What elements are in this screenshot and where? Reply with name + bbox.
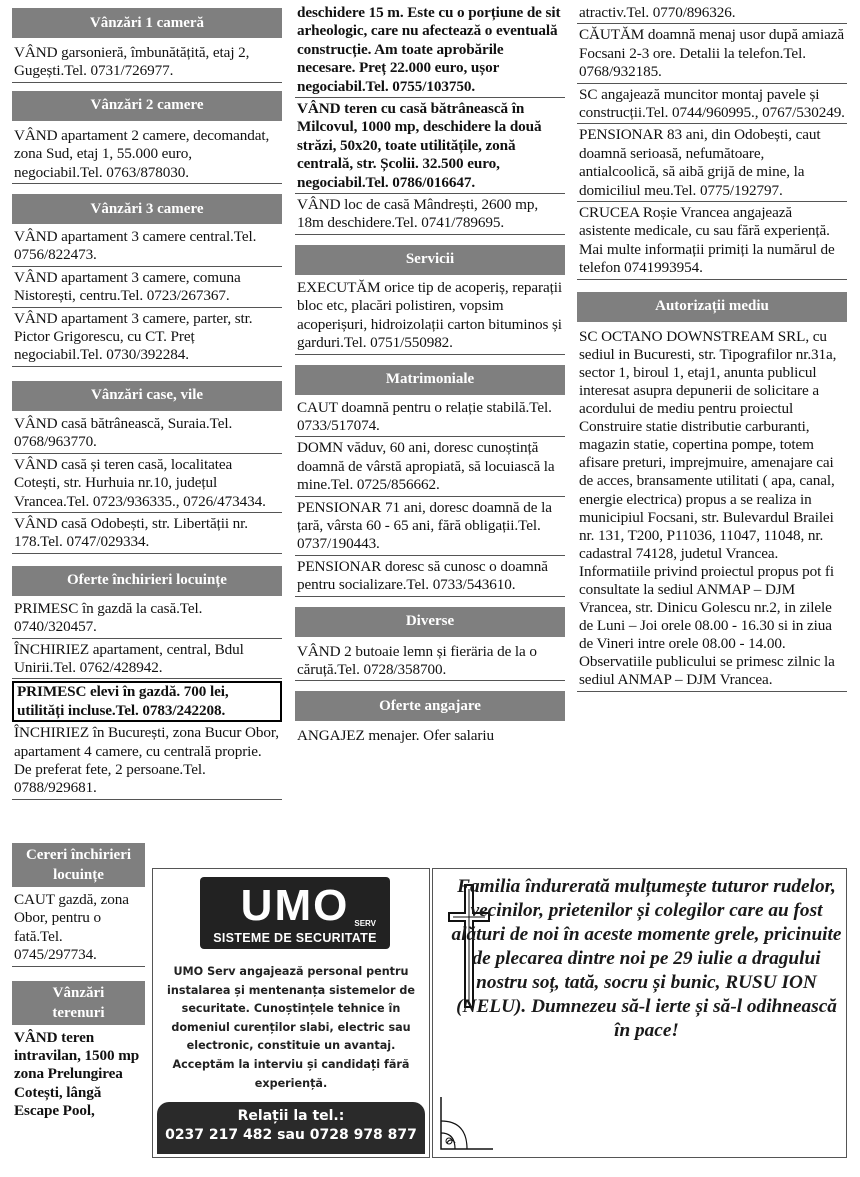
umo-advertisement [152,868,430,1158]
classified-ad: VÂND 2 butoaie lemn și fieräria de la o căruță.Tel. 0728/358700. [295,643,565,682]
ornament-corner-icon [437,1093,497,1153]
section-header-misc: Diverse [295,607,565,637]
umo-contact-box [157,1102,425,1154]
classified-ad: SC OCTANO DOWNSTREAM SRL, cu sediul in Bucuresti, str. Tipografilor nr.31a, sector 1, biroul 1, etaj1, anunta publicul interesat asupra depunerii de solicitare a acordului de mediu pentru proiectul Construire statie distributie carburanti, magazin statie, copertina pompe, totem afisare preturi, imprejmuire, amenajare cai de acces, bransamente utilitati ( apa, canal, energie electrica) propus a se realiza in municipiul Focsani, str. Bulevardul Brailei nr. 131, T200, P11036, 11047, 11048, nr. cadastral 74128, judetul Vrancea. Informatiile privind proiectul propus pot fi consultate la sediul ANMAP – DJM Vrancea, str. Dinicu Golescu nr.2, in zilele de Luni – Joi orele 08.00 - 16.30 si in ziua de Vineri intre orele 08.00 - 14.00. Observatiile publicului se primesc zilnic la sediul ANMAP – DJM Vrancea. [577,328,847,692]
umo-contact-phones: 0237 217 482 sau 0728 978 877 [165,1127,417,1143]
classified-ad: VÂND casă Odobești, str. Libertății nr. 178.Tel. 0747/029334. [12,515,282,554]
classified-ad: deschidere 15 m. Este cu o porțiune de sit arheologic, care nu afectează o eventuală construcție. Am toate aprobările necesare. Preț 22.000 euro, ușor negociabil.Tel. 0755/103750. [295,4,565,98]
classified-ad: ANGAJEZ menajer. Ofer salariu [297,727,494,745]
classified-ad: VÂND loc de casă Mândrești, 2600 mp, 18m deschidere.Tel. 0741/789695. [295,196,565,235]
classified-ad: PENSIONAR 71 ani, doresc doamnă de la țară, vârsta 60 - 65 ani, fără obligații.Tel. 0737/190443. [295,499,565,556]
column-3 [577,4,847,692]
classified-ad: VÂND garsonieră, îmbunătățită, etaj 2, Gugești.Tel. 0731/726977. [12,44,282,83]
section-header-jobs: Oferte angajare [295,691,565,721]
section-header-land: Vânzări terenuri [12,981,145,1025]
classified-ad: CRUCEA Roșie Vrancea angajează asistente medicale, cu sau fără experiență. Mai multe informații primiți la numărul de telefon 0741993954. [577,204,847,280]
memorial-text: Familia îndurerată mulțumește tuturor rudelor, vecinilor, prietenilor și colegilor care au fost alături de noi în aceste momente grele, pricinuite de plecarea dintre noi pe 29 iulie a dragului nostru soț, tată, socru și bunic, RUSU ION (NELU). Dumnezeu să-l ierte și să-l odihnească în pace! [451,876,842,1041]
classified-ad: atractiv.Tel. 0770/896326. [577,4,847,24]
classified-ad: PENSIONAR doresc să cunosc o doamnă pentru socializare.Tel. 0733/543610. [295,558,565,597]
memorial-notice [432,868,847,1158]
classified-ad: CĂUTĂM doamnă menaj usor după amiază Focsani 2-3 ore. Detalii la telefon.Tel. 0768/932185. [577,26,847,83]
classified-ad: VÂND teren cu casă bătrânească în Milcovul, 1000 mp, deschidere la două străzi, 50x20, toate utilitățile, zonă centrală, str. Școlii. 32.500 euro, negociabil.Tel. 0786/016647. [295,100,565,194]
column-1-bottom [12,843,145,1122]
umo-logo [200,877,390,949]
classified-ad: VÂND apartament 3 camere, comuna Nistorești, centru.Tel. 0723/267367. [12,269,282,308]
classified-ad: VÂND teren intravilan, 1500 mp zona Prelungirea Cotești, lângă Escape Pool, [14,1028,140,1120]
classified-ad: PENSIONAR 83 ani, din Odobești, caut doamnă serioasă, nefumătoare, antialcoolică, să aibă grijă de mine, la domiciliul meu.Tel. 0775/192797. [577,126,847,202]
classified-ad: VÂND apartament 2 camere, decomandat, zona Sud, etaj 1, 55.000 euro, negociabil.Tel. 0763/878030. [12,127,282,184]
umo-logo-word: UMO [240,881,350,930]
section-header-rental-requests: Cereri închirieri locuințe [12,843,145,887]
column-2 [295,4,565,747]
section-header-services: Servicii [295,245,565,275]
classified-ad: VÂND apartament 3 camere, parter, str. Pictor Grigorescu, cu CT. Preț negociabil.Tel. 0730/392284. [12,310,282,367]
classified-ad: DOMN văduv, 60 ani, doresc cunoștință doamnă de vârstă apropiată, să locuiască la mine.Tel. 0725/856662. [295,439,565,496]
section-header-environment: Autorizații mediu [577,292,847,322]
classified-ad: CAUT gazdă, zona Obor, pentru o fată.Tel. 0745/297734. [12,891,145,967]
classified-ad-boxed: PRIMESC elevi în gazdă. 700 lei, utilități incluse.Tel. 0783/242208. [12,681,282,722]
section-header-1-room: Vânzări 1 cameră [12,8,282,38]
classified-ad: VÂND casă și teren casă, localitatea Cotești, str. Hurhuia nr.10, județul Vrancea.Tel. 0723/936335., 0726/473434. [12,456,282,513]
section-header-matrimonial: Matrimoniale [295,365,565,395]
classified-ad: PRIMESC în gazdă la casă.Tel. 0740/320457. [12,600,282,639]
classified-ad: CAUT doamnă pentru o relație stabilă.Tel. 0733/517074. [295,399,565,438]
classified-ad: ÎNCHIRIEZ în București, zona Bucur Obor, apartament 4 camere, cu centrală proprie. De preferat fete, 2 persoane.Tel. 0788/929681. [12,724,282,800]
umo-contact-label: Relații la tel.: [237,1108,345,1124]
section-header-houses: Vânzări case, vile [12,381,282,411]
umo-tagline: SISTEME DE SECURITATE [213,931,377,945]
classified-ad: ÎNCHIRIEZ apartament, central, Bdul Unirii.Tel. 0762/428942. [12,641,282,680]
classified-ad: SC angajează muncitor montaj pavele și construcții.Tel. 0744/960995., 0767/530249. [577,86,847,125]
classified-ad: EXECUTĂM orice tip de acoperiș, reparații bloc etc, placări polistiren, vopsim acoperișuri, hidroizolații carton bituminos și garduri.Tel. 0751/550982. [295,279,565,355]
umo-body-text: UMO Serv angajează personal pentru instalarea și mentenanța sistemelor de securitate. Cunoștințele tehnice în domeniul curenților slabi, electric sau electronic, constituie un avantaj. Acceptăm la interviu și candidați fără experiență. [167,965,415,1090]
section-header-2-rooms: Vânzări 2 camere [12,91,282,121]
umo-logo-serv: SERV [354,919,376,928]
classified-ad: VÂND casă bătrânească, Suraia.Tel. 0768/963770. [12,415,282,454]
classified-ad: VÂND apartament 3 camere central.Tel. 0756/822473. [12,228,282,267]
section-header-3-rooms: Vânzări 3 camere [12,194,282,224]
section-header-rental-offers: Oferte închirieri locuințe [12,566,282,596]
column-1 [12,8,282,800]
